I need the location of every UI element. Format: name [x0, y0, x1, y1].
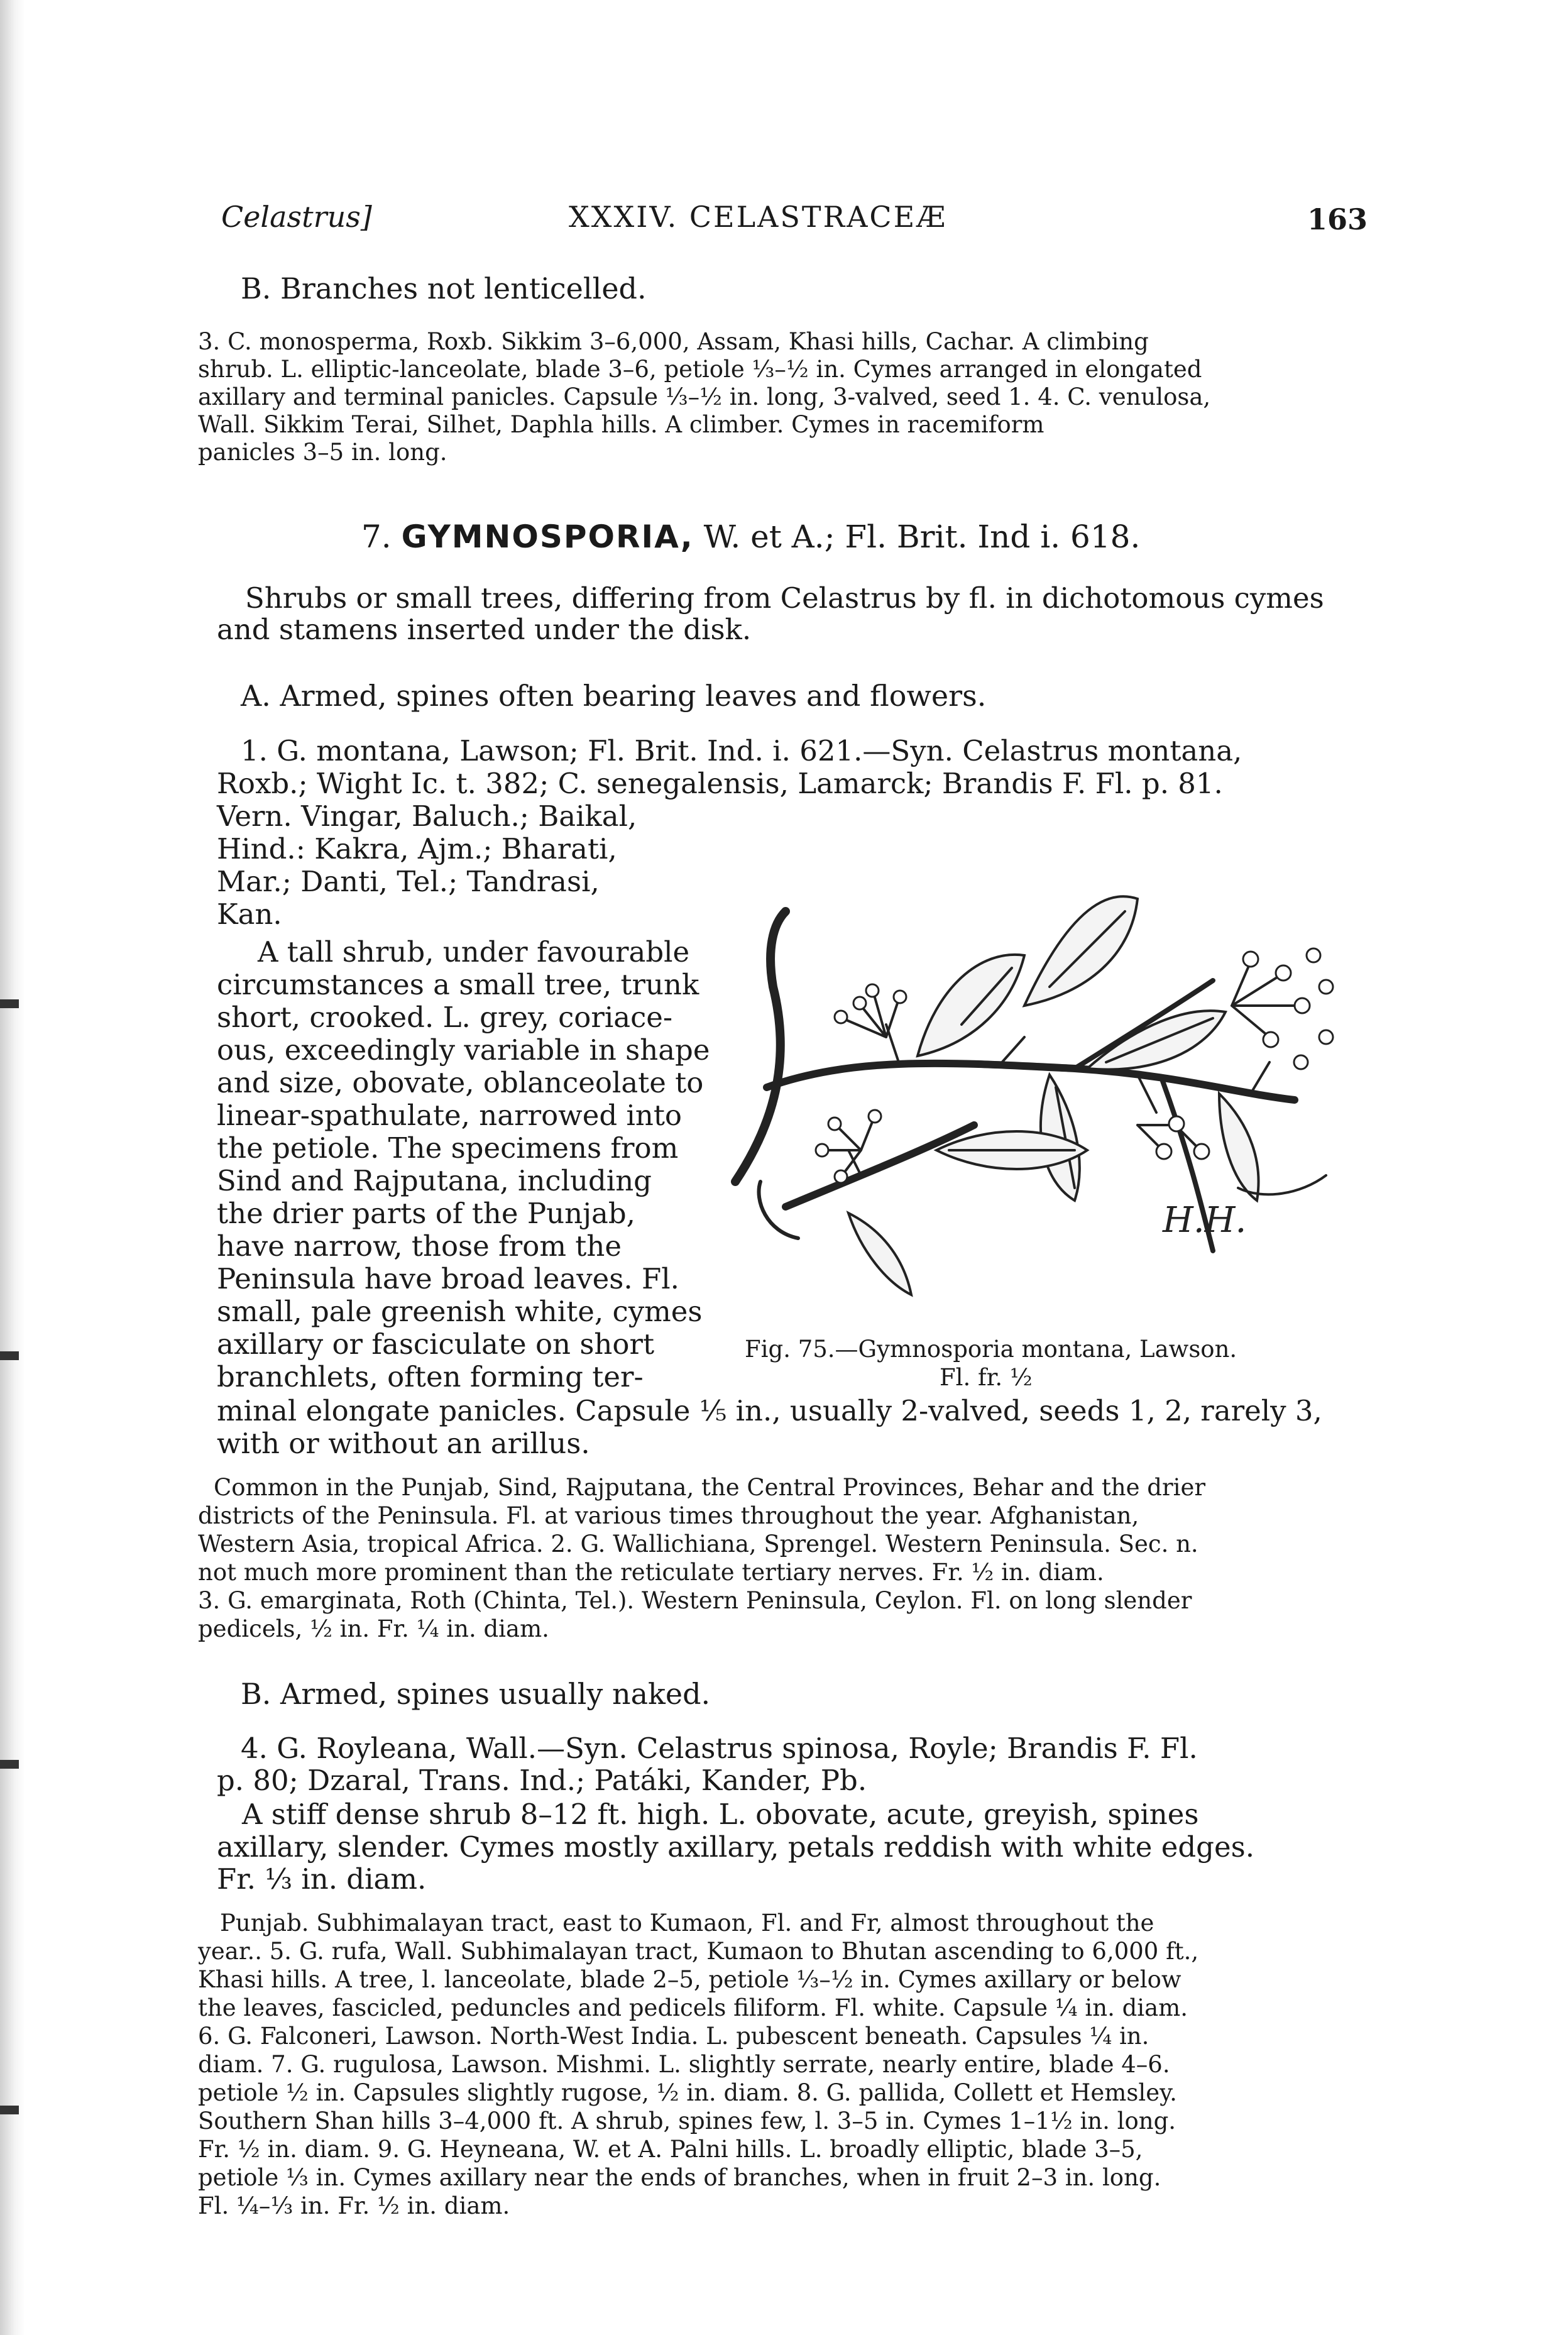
text-line: Peninsula have broad leaves. Fl.	[217, 1262, 679, 1295]
text-line: short, crooked. L. grey, coriace-	[217, 1001, 673, 1034]
genus-authority: W. et A.; Fl. Brit. Ind i. 618.	[703, 519, 1141, 555]
text-line: Western Asia, tropical Africa. 2. G. Wallichiana, Sprengel. Western Peninsula. Sec. n.	[198, 1530, 1198, 1558]
page-number: 163	[1307, 202, 1368, 236]
page-edge-shadow	[0, 0, 25, 2335]
text-line: the petiole. The specimens from	[217, 1131, 679, 1165]
text-line: linear-spathulate, narrowed into	[217, 1099, 682, 1132]
section-heading: B. Armed, spines usually naked.	[241, 1677, 711, 1711]
figure-scale: Fl. fr. ½	[940, 1364, 1033, 1391]
margin-mark	[0, 1760, 19, 1769]
text-line: A tall shrub, under favourable	[258, 935, 690, 969]
text-line: axillary, slender. Cymes mostly axillary, petals reddish with white edges.	[217, 1830, 1255, 1864]
figure-illustration	[698, 798, 1364, 1326]
text-line: Hind.: Kakra, Ajm.; Bharati,	[217, 832, 617, 865]
text-line: p. 80; Dzaral, Trans. Ind.; Patáki, Kander, Pb.	[217, 1764, 867, 1797]
text-line: the drier parts of the Punjab,	[217, 1197, 635, 1230]
text-line: have narrow, those from the	[217, 1229, 622, 1263]
text-line: ous, exceedingly variable in shape	[217, 1033, 710, 1067]
margin-mark	[0, 1351, 19, 1360]
text-line: Roxb.; Wight Ic. t. 382; C. senegalensis, Lamarck; Brandis F. Fl. p. 81.	[217, 767, 1223, 800]
text-line: Sind and Rajputana, including	[217, 1164, 652, 1197]
section-heading: A. Armed, spines often bearing leaves and flowers.	[241, 679, 987, 713]
text-line: with or without an arillus.	[217, 1427, 590, 1460]
text-line: the leaves, fascicled, peduncles and pedicels filiform. Fl. white. Capsule ¼ in. diam.	[198, 1994, 1188, 2021]
text-line: branchlets, often forming ter-	[217, 1360, 644, 1393]
text-line: Vern. Vingar, Baluch.; Baikal,	[217, 799, 637, 833]
text-line: circumstances a small tree, trunk	[217, 968, 699, 1001]
text-line: Punjab. Subhimalayan tract, east to Kumaon, Fl. and Fr, almost throughout the	[220, 1909, 1154, 1937]
text-line: Southern Shan hills 3–4,000 ft. A shrub, spines few, l. 3–5 in. Cymes 1–1½ in. long.	[198, 2107, 1176, 2134]
text-line: axillary and terminal panicles. Capsule ⅓–½ in. long, 3-valved, seed 1. 4. C. venulosa,	[198, 383, 1211, 410]
text-line: petiole ⅓ in. Cymes axillary near the ends of branches, when in fruit 2–3 in. long.	[198, 2164, 1161, 2191]
text-line: petiole ½ in. Capsules slightly rugose, ½ in. diam. 8. G. pallida, Collett et Hemsley.	[198, 2079, 1177, 2106]
text-line: pedicels, ½ in. Fr. ¼ in. diam.	[198, 1615, 549, 1642]
text-line: 3. G. emarginata, Roth (Chinta, Tel.). Western Peninsula, Ceylon. Fl. on long slender	[198, 1587, 1192, 1614]
section-heading: B. Branches not lenticelled.	[241, 272, 647, 305]
text-line: Fl. ¼–⅓ in. Fr. ½ in. diam.	[198, 2192, 510, 2219]
species-heading: 1. G. montana, Lawson; Fl. Brit. Ind. i. 621.—Syn. Celastrus montana,	[241, 734, 1242, 767]
text-line: Common in the Punjab, Sind, Rajputana, the Central Provinces, Behar and the drier	[214, 1474, 1206, 1501]
text-line: Fr. ⅓ in. diam.	[217, 1862, 427, 1896]
text-line: Kan.	[217, 898, 282, 931]
text-line: and stamens inserted under the disk.	[217, 613, 752, 646]
text-line: Fr. ½ in. diam. 9. G. Heyneana, W. et A. Palni hills. L. broadly elliptic, blade 3–5,	[198, 2136, 1143, 2163]
text-line: districts of the Peninsula. Fl. at various times throughout the year. Afghanistan,	[198, 1502, 1139, 1529]
text-line: 3. C. monosperma, Roxb. Sikkim 3–6,000, Assam, Khasi hills, Cachar. A climbing	[198, 328, 1149, 355]
text-line: 6. G. Falconeri, Lawson. North-West India. L. pubescent beneath. Capsules ¼ in.	[198, 2023, 1149, 2050]
text-line: Mar.; Danti, Tel.; Tandrasi,	[217, 865, 600, 898]
genus-heading	[361, 519, 1140, 555]
running-header-left: Celastrus]	[221, 200, 372, 234]
species-heading: 4. G. Royleana, Wall.—Syn. Celastrus spinosa, Royle; Brandis F. Fl.	[241, 1732, 1198, 1765]
margin-mark	[0, 2106, 19, 2114]
text-line: small, pale greenish white, cymes	[217, 1295, 703, 1328]
text-line: year.. 5. G. rufa, Wall. Subhimalayan tract, Kumaon to Bhutan ascending to 6,000 ft.,	[198, 1938, 1199, 1965]
genus-number: 7.	[361, 519, 392, 555]
text-line: panicles 3–5 in. long.	[198, 439, 447, 466]
genus-name: GYMNOSPORIA,	[401, 519, 694, 555]
figure-caption: Fig. 75.—Gymnosporia montana, Lawson.	[745, 1336, 1237, 1363]
margin-mark	[0, 999, 19, 1008]
text-line: and size, obovate, oblanceolate to	[217, 1066, 704, 1099]
text-line: Shrubs or small trees, differing from Celastrus by fl. in dichotomous cymes	[245, 581, 1324, 615]
text-line: minal elongate panicles. Capsule ⅕ in., usually 2-valved, seeds 1, 2, rarely 3,	[217, 1394, 1322, 1427]
running-header-title: XXXIV. CELASTRACEÆ	[569, 200, 948, 234]
text-line: diam. 7. G. rugulosa, Lawson. Mishmi. L. slightly serrate, nearly entire, blade 4–6.	[198, 2051, 1170, 2078]
figure-signature: H.H.	[1163, 1200, 1247, 1241]
text-line: axillary or fasciculate on short	[217, 1327, 655, 1361]
text-line: shrub. L. elliptic-lanceolate, blade 3–6, petiole ⅓–½ in. Cymes arranged in elongated	[198, 356, 1202, 383]
text-line: not much more prominent than the reticulate tertiary nerves. Fr. ½ in. diam.	[198, 1559, 1104, 1586]
text-line: Khasi hills. A tree, l. lanceolate, blade 2–5, petiole ⅓–½ in. Cymes axillary or below	[198, 1966, 1181, 1993]
text-line: Wall. Sikkim Terai, Silhet, Daphla hills. A climber. Cymes in racemiform	[198, 411, 1044, 438]
text-line: A stiff dense shrub 8–12 ft. high. L. obovate, acute, greyish, spines	[242, 1798, 1199, 1831]
